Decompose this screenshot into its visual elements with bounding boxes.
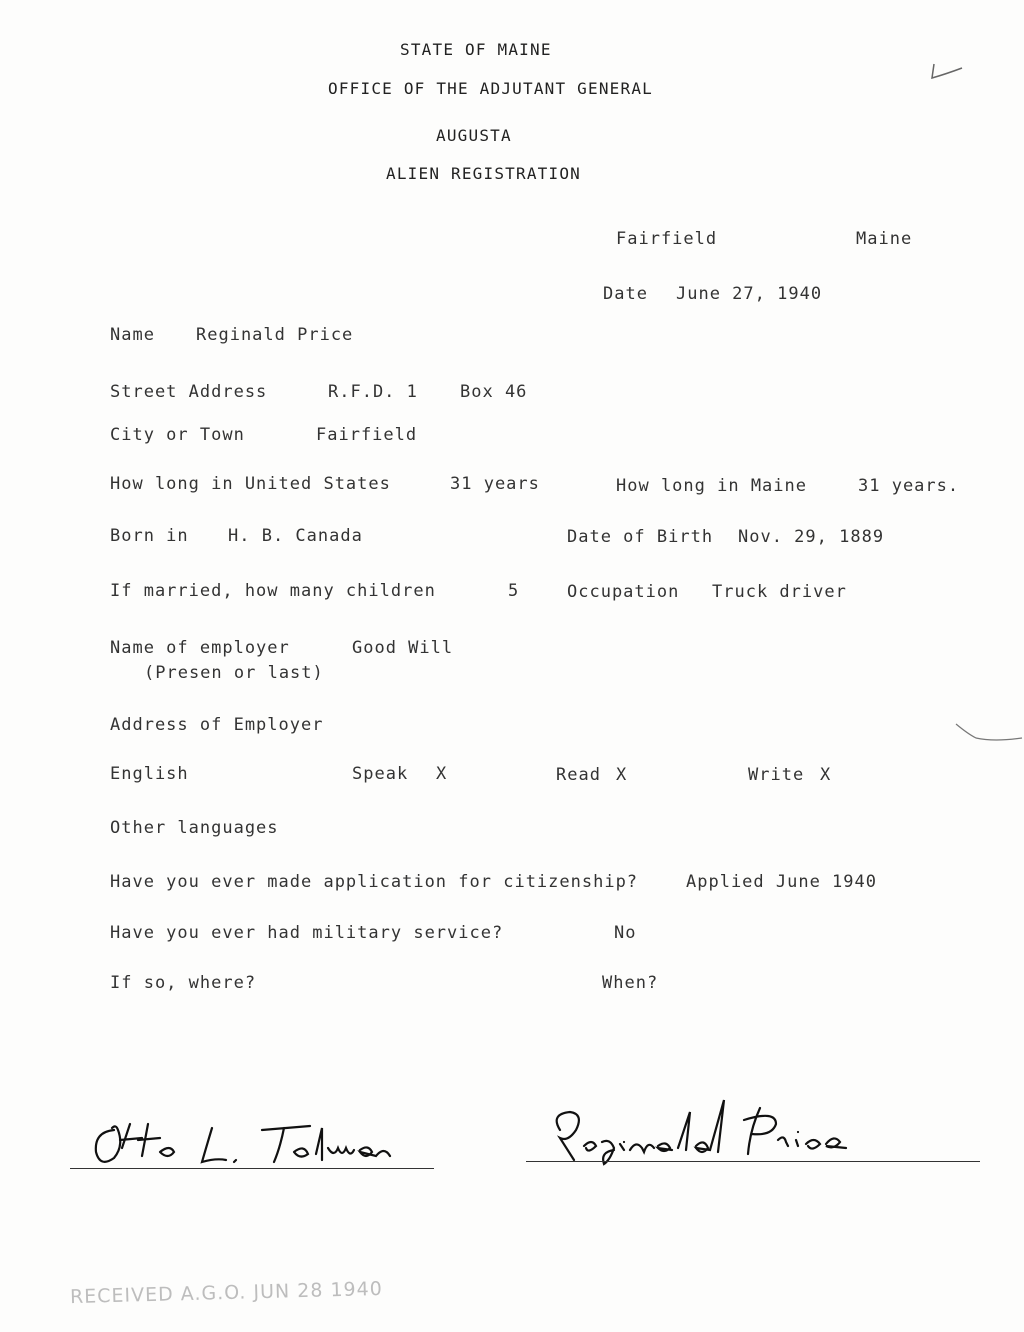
speak-label: Speak (352, 764, 409, 784)
city-label: City or Town (110, 425, 245, 445)
date-value: June 27, 1940 (676, 284, 823, 304)
received-stamp: RECEIVED A.G.O. JUN 28 1940 (69, 1277, 384, 1309)
location-town: Fairfield (616, 229, 718, 249)
header-title: ALIEN REGISTRATION (386, 164, 581, 183)
city-value: Fairfield (316, 425, 418, 445)
occupation-label: Occupation (567, 582, 680, 602)
other-languages-label: Other languages (110, 818, 279, 838)
check-mark-icon (928, 60, 968, 86)
name-value: Reginald Price (196, 325, 354, 345)
margin-mark-icon (954, 720, 1024, 750)
write-value: X (820, 765, 832, 785)
street-value-box: Box 46 (460, 382, 528, 402)
us-years-label: How long in United States (110, 474, 391, 494)
english-label: English (110, 764, 189, 784)
children-label: If married, how many children (110, 581, 436, 601)
date-label: Date (603, 284, 648, 304)
employer-label: Name of employer (110, 638, 290, 658)
occupation-value: Truck driver (712, 582, 847, 602)
employer-value: Good Will (352, 638, 454, 658)
born-value: H. B. Canada (228, 526, 363, 546)
us-years-value: 31 years (450, 474, 540, 494)
employer-sublabel: (Presen or last) (144, 663, 324, 683)
citizenship-label: Have you ever made application for citizenship? (110, 872, 639, 892)
signature-right-line (526, 1161, 980, 1162)
signature-right (540, 1090, 940, 1170)
location-state: Maine (856, 229, 913, 249)
read-label: Read (556, 765, 601, 785)
maine-years-value: 31 years. (858, 476, 960, 496)
military-value: No (614, 923, 637, 943)
military-label: Have you ever had military service? (110, 923, 504, 943)
header-office: OFFICE OF THE ADJUTANT GENERAL (328, 79, 653, 98)
dob-value: Nov. 29, 1889 (738, 527, 885, 547)
born-label: Born in (110, 526, 189, 546)
children-value: 5 (508, 581, 520, 601)
employer-address-label: Address of Employer (110, 715, 324, 735)
where-label: If so, where? (110, 973, 257, 993)
write-label: Write (748, 765, 805, 785)
street-label: Street Address (110, 382, 268, 402)
when-label: When? (602, 973, 659, 993)
signature-left-line (70, 1168, 434, 1169)
dob-label: Date of Birth (567, 527, 714, 547)
signature-left (84, 1118, 414, 1178)
read-value: X (616, 765, 628, 785)
citizenship-value: Applied June 1940 (686, 872, 877, 892)
speak-value: X (436, 764, 448, 784)
header-city: AUGUSTA (436, 126, 512, 145)
name-label: Name (110, 325, 155, 345)
maine-years-label: How long in Maine (616, 476, 807, 496)
header-state: STATE OF MAINE (400, 40, 552, 59)
street-value-rfd: R.F.D. 1 (328, 382, 418, 402)
